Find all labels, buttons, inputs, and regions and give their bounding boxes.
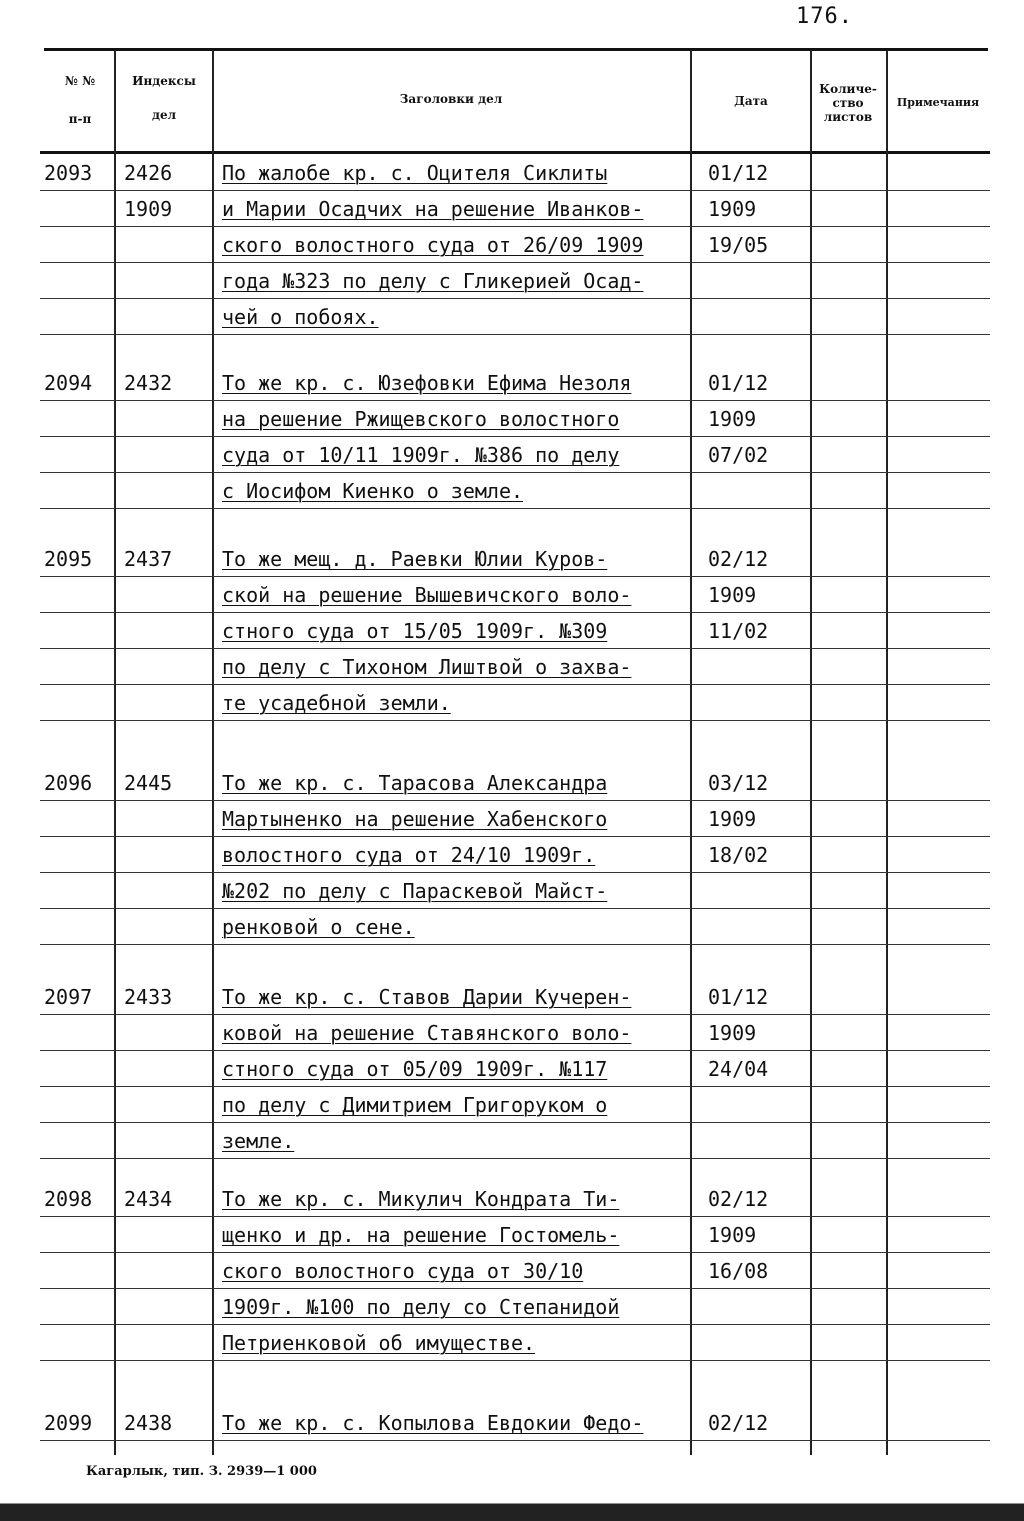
entry-number: 2098 bbox=[44, 1187, 93, 1211]
entry-date: 07/02 bbox=[708, 443, 769, 467]
ruled-line bbox=[40, 612, 990, 613]
ruled-line bbox=[40, 1122, 990, 1123]
ruled-line bbox=[40, 944, 990, 945]
entry-date: 02/12 bbox=[708, 1411, 769, 1435]
footer-imprint: Кагарлык, тип. З. 2939—1 000 bbox=[86, 1464, 317, 1479]
header-bottom-rule bbox=[40, 151, 990, 154]
entry-date: 1909 bbox=[708, 807, 757, 831]
column-line bbox=[114, 50, 116, 1455]
entry-index: 2437 bbox=[124, 547, 173, 571]
entry-title-line: по делу с Димитрием Григоруком о bbox=[222, 1093, 608, 1117]
header-num-bottom: п-п bbox=[68, 112, 92, 126]
entry-date: 1909 bbox=[708, 197, 757, 221]
entry-index: 2433 bbox=[124, 985, 173, 1009]
entry-date: 01/12 bbox=[708, 161, 769, 185]
entry-title-line: земле. bbox=[222, 1129, 295, 1153]
entry-title-line: и Марии Осадчих на решение Иванков- bbox=[222, 197, 644, 221]
ruled-line bbox=[40, 1216, 990, 1217]
entry-index: 1909 bbox=[124, 197, 173, 221]
header-sheets-1: Количе- bbox=[819, 82, 877, 96]
entry-date: 03/12 bbox=[708, 771, 769, 795]
entry-number: 2096 bbox=[44, 771, 93, 795]
entry-title-line: чей о побоях. bbox=[222, 305, 379, 329]
entry-date: 01/12 bbox=[708, 985, 769, 1009]
entry-title-line: То же мещ. д. Раевки Юлии Куров- bbox=[222, 547, 608, 571]
ruled-line bbox=[40, 1252, 990, 1253]
header-index-bottom: дел bbox=[151, 108, 177, 122]
entry-title-line: ского волостного суда от 30/10 bbox=[222, 1259, 584, 1283]
header-sheets-3: листов bbox=[823, 110, 873, 124]
ruled-line bbox=[40, 190, 990, 191]
entry-date: 16/08 bbox=[708, 1259, 769, 1283]
entry-date: 1909 bbox=[708, 1223, 757, 1247]
entry-number: 2099 bbox=[44, 1411, 93, 1435]
ruled-line bbox=[40, 836, 990, 837]
ruled-line bbox=[40, 576, 990, 577]
ruled-line bbox=[40, 648, 990, 649]
entry-title-line: те усадебной земли. bbox=[222, 691, 451, 715]
header-index-top: Индексы bbox=[132, 74, 196, 88]
ruled-line bbox=[40, 1360, 990, 1361]
entry-number: 2095 bbox=[44, 547, 93, 571]
column-line bbox=[886, 50, 888, 1455]
entry-title-line: ской на решение Вышевичского воло- bbox=[222, 583, 632, 607]
entry-title-line: стного суда от 15/05 1909г. №309 bbox=[222, 619, 608, 643]
entry-date: 11/02 bbox=[708, 619, 769, 643]
entry-title-line: на решение Ржищевского волостного bbox=[222, 407, 620, 431]
entry-title-line: 1909г. №100 по делу со Степанидой bbox=[222, 1295, 620, 1319]
ruled-line bbox=[40, 1158, 990, 1159]
ruled-line bbox=[40, 684, 990, 685]
column-line bbox=[690, 50, 692, 1455]
entry-index: 2432 bbox=[124, 371, 173, 395]
entry-title-line: волостного суда от 24/10 1909г. bbox=[222, 843, 596, 867]
entry-number: 2094 bbox=[44, 371, 93, 395]
entry-date: 18/02 bbox=[708, 843, 769, 867]
ruled-line bbox=[40, 1288, 990, 1289]
ruled-line bbox=[40, 1050, 990, 1051]
ruled-line bbox=[40, 226, 990, 227]
entry-title-line: щенко и др. на решение Гостомель- bbox=[222, 1223, 620, 1247]
ruled-line bbox=[40, 508, 990, 509]
entry-number: 2097 bbox=[44, 985, 93, 1009]
column-line bbox=[212, 50, 214, 1455]
entry-index: 2438 bbox=[124, 1411, 173, 1435]
entry-title-line: №202 по делу с Параскевой Майст- bbox=[222, 879, 608, 903]
ruled-line bbox=[40, 1014, 990, 1015]
entry-title-line: То же кр. с. Микулич Кондрата Ти- bbox=[222, 1187, 620, 1211]
ruled-line bbox=[40, 908, 990, 909]
ruled-line bbox=[40, 334, 990, 335]
entry-title-line: года №323 по делу с Гликерией Осад- bbox=[222, 269, 644, 293]
ruled-line bbox=[40, 298, 990, 299]
entry-title-line: То же кр. с. Ставов Дарии Кучерен- bbox=[222, 985, 632, 1009]
page-number: 176. bbox=[796, 4, 853, 29]
ruled-line bbox=[40, 1324, 990, 1325]
ruled-line bbox=[40, 800, 990, 801]
entry-title-line: Мартыненко на решение Хабенского bbox=[222, 807, 608, 831]
ruled-line bbox=[40, 1086, 990, 1087]
header-num-top: № № bbox=[64, 74, 96, 88]
entry-date: 1909 bbox=[708, 583, 757, 607]
entry-index: 2434 bbox=[124, 1187, 173, 1211]
header-title: Заголовки дел bbox=[399, 92, 503, 106]
bottom-edge bbox=[0, 1496, 1024, 1521]
header-date: Дата bbox=[734, 94, 768, 108]
entry-date: 01/12 bbox=[708, 371, 769, 395]
entry-date: 02/12 bbox=[708, 547, 769, 571]
entry-title-line: Петриенковой об имуществе. bbox=[222, 1331, 536, 1355]
entry-title-line: То же кр. с. Копылова Евдокии Федо- bbox=[222, 1411, 644, 1435]
entry-title-line: То же кр. с. Юзефовки Ефима Незоля bbox=[222, 371, 632, 395]
ruled-line bbox=[40, 472, 990, 473]
entry-number: 2093 bbox=[44, 161, 93, 185]
entry-title-line: по делу с Тихоном Лиштвой о захва- bbox=[222, 655, 632, 679]
entry-date: 19/05 bbox=[708, 233, 769, 257]
entry-date: 1909 bbox=[708, 1021, 757, 1045]
entry-title-line: ренковой о сене. bbox=[222, 915, 415, 939]
header-top-rule bbox=[44, 48, 988, 51]
entry-title-line: То же кр. с. Тарасова Александра bbox=[222, 771, 608, 795]
ruled-line bbox=[40, 400, 990, 401]
entry-index: 2426 bbox=[124, 161, 173, 185]
ruled-line bbox=[40, 1440, 990, 1441]
entry-date: 1909 bbox=[708, 407, 757, 431]
entry-title-line: с Иосифом Киенко о земле. bbox=[222, 479, 524, 503]
ruled-line bbox=[40, 262, 990, 263]
entry-title-line: По жалобе кр. с. Оцителя Сиклиты bbox=[222, 161, 608, 185]
entry-index: 2445 bbox=[124, 771, 173, 795]
column-line bbox=[810, 50, 812, 1455]
entry-title-line: ского волостного суда от 26/09 1909 bbox=[222, 233, 644, 257]
entry-title-line: ковой на решение Ставянского воло- bbox=[222, 1021, 632, 1045]
ruled-line bbox=[40, 720, 990, 721]
ruled-line bbox=[40, 436, 990, 437]
header-notes: Примечания bbox=[896, 96, 980, 109]
entry-date: 24/04 bbox=[708, 1057, 769, 1081]
ruled-line bbox=[40, 872, 990, 873]
entry-date: 02/12 bbox=[708, 1187, 769, 1211]
header-sheets-2: ство bbox=[832, 96, 864, 110]
entry-title-line: суда от 10/11 1909г. №386 по делу bbox=[222, 443, 620, 467]
entry-title-line: стного суда от 05/09 1909г. №117 bbox=[222, 1057, 608, 1081]
